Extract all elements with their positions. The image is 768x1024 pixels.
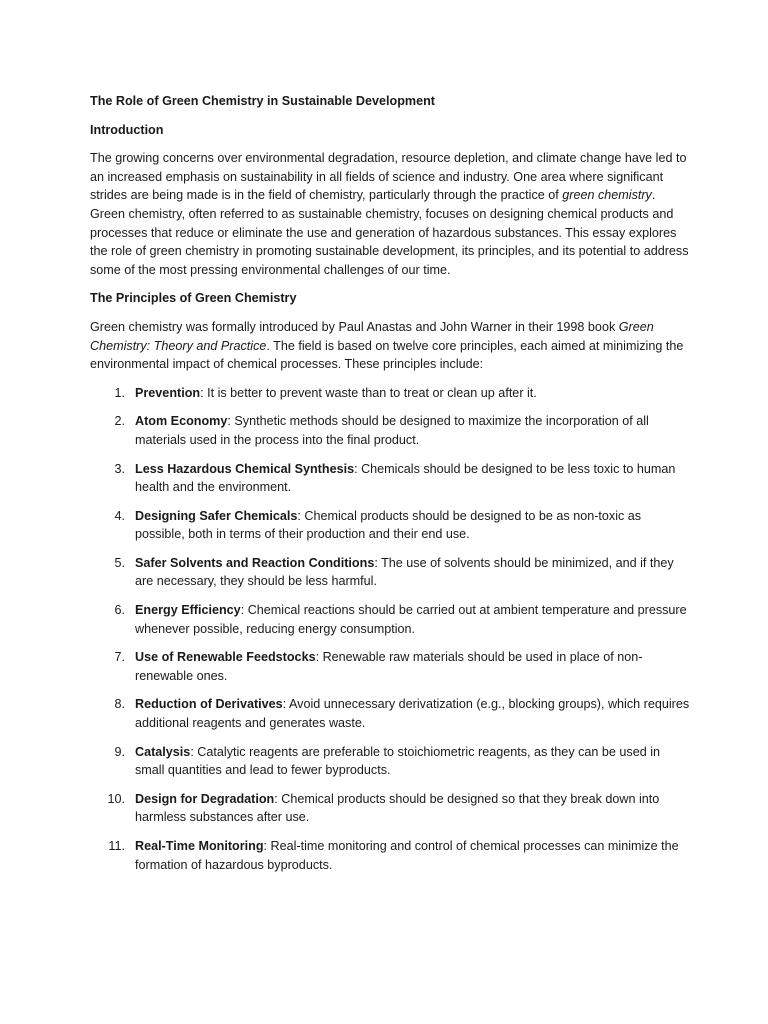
list-item-text: : Chemical reactions should be carried out at ambient temperature and pressure whenever possible, reducing energy consumption. <box>135 603 687 636</box>
section-heading-introduction: Introduction <box>90 122 164 137</box>
document-title: The Role of Green Chemistry in Sustainable Development <box>90 94 436 108</box>
principles-text-start: Green chemistry was formally introduced by Paul Anastas and John Warner in their 1998 book <box>90 319 619 334</box>
list-item-number: 9. <box>114 744 125 759</box>
list-item-text: : Catalytic reagents are preferable to stoichiometric reagents, as they can be used in small quantities and lead to fewer byproducts. <box>135 744 661 778</box>
list-item-number: 5. <box>114 555 125 570</box>
intro-text-start: The growing concerns over environmental degradation, resource depletion, and climate change have led to an increased emphasis on sustainability in all fields of science and industry. One area where significant strides are being made is in the field of chemistry, particularly through the practice of <box>90 151 687 203</box>
list-item-term: Energy Efficiency <box>135 603 241 618</box>
principles-paragraph <box>90 318 690 374</box>
list-item <box>90 412 690 449</box>
list-item <box>90 601 690 638</box>
document-page <box>90 92 690 884</box>
intro-paragraph <box>90 149 690 279</box>
list-item <box>90 695 690 732</box>
list-item-term: Atom Economy <box>135 414 228 429</box>
principles-text-end: . The field is based on twelve core principles, each aimed at minimizing the environmental impact of chemical processes. These principles include: <box>90 338 684 372</box>
list-item-term: Real-Time Monitoring <box>135 839 264 853</box>
list-item-text: : Renewable raw materials should be used in place of non-renewable ones. <box>135 650 643 683</box>
list-item-text: : Chemical products should be designed to be as non-toxic as possible, both in terms of their production and their end use. <box>135 508 642 542</box>
list-item <box>90 648 690 685</box>
book-title: Green Chemistry: Theory and Practice <box>90 319 654 353</box>
list-item-number: 3. <box>114 461 125 476</box>
list-item-number: 11. <box>108 839 125 853</box>
list-item <box>90 384 690 403</box>
list-item-text: : Avoid unnecessary derivatization (e.g., blocking groups), which requires additional reagents and generates waste. <box>135 697 690 731</box>
list-item-number: 1. <box>114 385 125 400</box>
intro-emphasis: green chemistry <box>562 188 652 203</box>
list-item <box>90 554 690 591</box>
list-item-text: : Synthetic methods should be designed to maximize the incorporation of all materials used in the process into the final product. <box>135 414 649 447</box>
list-item-text: : Chemical products should be designed so that they break down into harmless substances after use. <box>135 791 660 825</box>
list-item-number: 7. <box>114 650 125 665</box>
list-item-number: 4. <box>114 508 125 523</box>
intro-text-end: . Green chemistry, often referred to as sustainable chemistry, focuses on designing chemical products and processes that reduce or eliminate the use and generation of hazardous substances. This essay explores the role of green chemistry in promoting sustainable development, its principles, and its potential to address some of the most pressing environmental challenges of our time. <box>90 188 689 277</box>
list-item-term: Less Hazardous Chemical Synthesis <box>135 461 355 476</box>
list-item-number: 8. <box>114 697 125 712</box>
list-item-term: Design for Degradation <box>135 791 275 806</box>
list-item-term: Safer Solvents and Reaction Conditions <box>135 555 375 570</box>
section-heading-principles: The Principles of Green Chemistry <box>90 291 297 306</box>
list-item-term: Catalysis <box>135 744 191 759</box>
list-item-number: 6. <box>114 603 125 618</box>
principles-list <box>90 384 690 874</box>
list-item-term: Designing Safer Chemicals <box>135 508 298 523</box>
list-item-number: 10. <box>107 791 125 806</box>
list-item-number: 2. <box>114 414 125 429</box>
list-item <box>90 790 690 827</box>
list-item <box>90 837 690 874</box>
list-item-text: : The use of solvents should be minimized, and if they are necessary, they should be less harmful. <box>135 555 674 589</box>
list-item-text: : Real-time monitoring and control of chemical processes can minimize the formation of hazardous byproducts. <box>135 839 679 872</box>
list-item <box>90 743 690 780</box>
list-item-term: Reduction of Derivatives <box>135 697 283 712</box>
list-item-text: : Chemicals should be designed to be less toxic to human health and the environment. <box>135 461 676 495</box>
list-item <box>90 507 690 544</box>
list-item <box>90 460 690 497</box>
list-item-term: Prevention <box>135 385 201 400</box>
list-item-term: Use of Renewable Feedstocks <box>135 650 316 665</box>
list-item-text: : It is better to prevent waste than to treat or clean up after it. <box>200 385 537 400</box>
